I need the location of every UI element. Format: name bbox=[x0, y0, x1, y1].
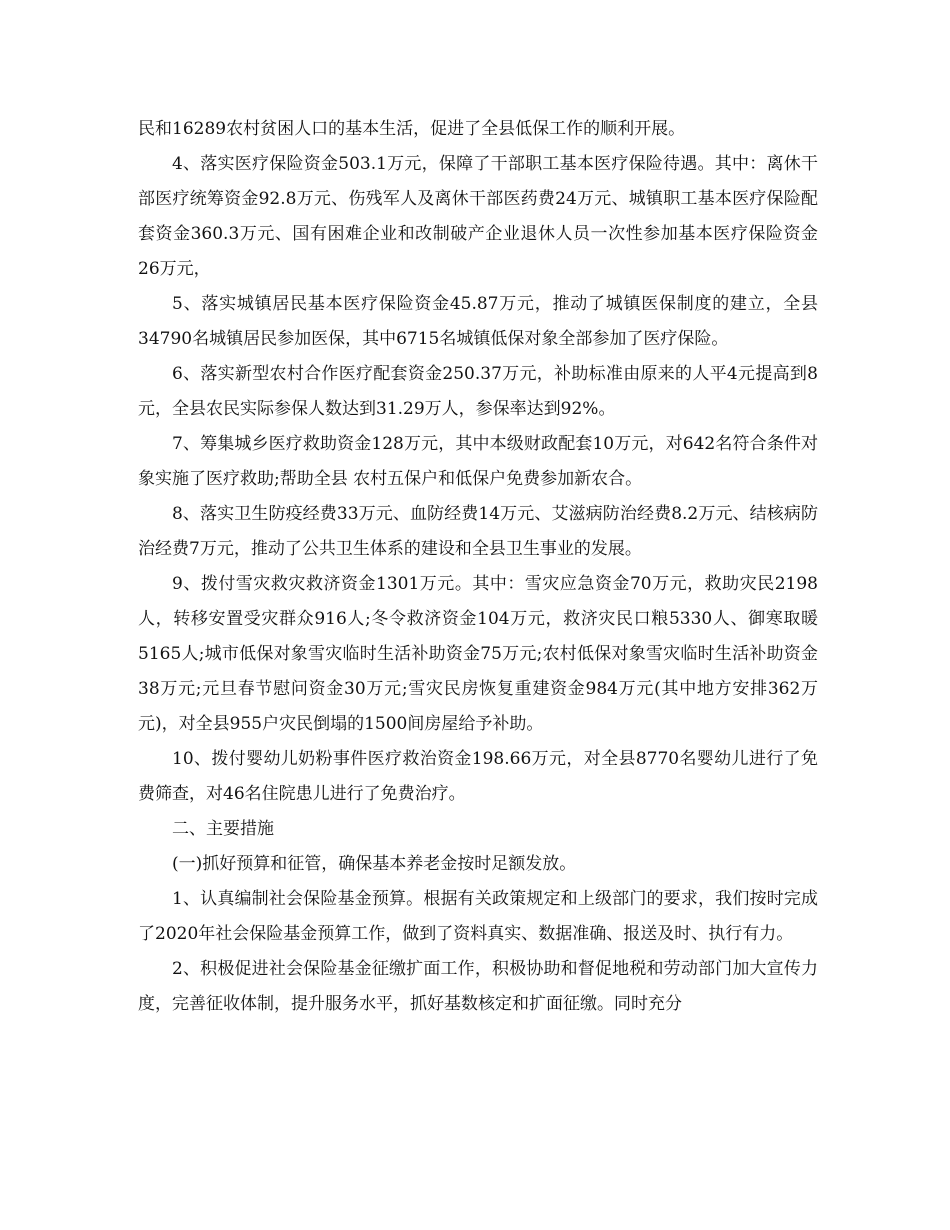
paragraph-7: 9、拨付雪灾救灾救济资金1301万元。其中：雪灾应急资金70万元，救助灾民2198人，转移安置受灾群众916人;冬令救济资金104万元，救济灾民口粮5330人、御寒取暖5165人;城市低保对象雪灾临时生活补助资金75万元;农村低保对象雪灾临时生活补助资金38万元;元旦春节慰问资金30万元;雪灾民房恢复重建资金984万元(其中地方安排362万元)，对全县955户灾民倒塌的1500间房屋给予补助。 bbox=[138, 574, 818, 734]
paragraph-2: 4、落实医疗保险资金503.1万元，保障了干部职工基本医疗保险待遇。其中：离休干部医疗统筹资金92.8万元、伤残军人及离休干部医药费24万元、城镇职工基本医疗保险配套资金360.3万元、国有困难企业和改制破产企业退休人员一次性参加基本医疗保险资金26万元， bbox=[138, 154, 818, 279]
paragraph-1: 民和16289农村贫困人口的基本生活，促进了全县低保工作的顺利开展。 bbox=[138, 119, 686, 139]
subsection-heading: (一)抓好预算和征管，确保基本养老金按时足额发放。 bbox=[172, 854, 577, 874]
document-body bbox=[138, 112, 818, 1022]
paragraph-3: 5、落实城镇居民基本医疗保险资金45.87万元，推动了城镇医保制度的建立，全县34790名城镇居民参加医保，其中6715名城镇低保对象全部参加了医疗保险。 bbox=[138, 294, 818, 349]
paragraph-4: 6、落实新型农村合作医疗配套资金250.37万元，补助标准由原来的人平4元提高到8元，全县农民实际参保人数达到31.29万人，参保率达到92%。 bbox=[138, 364, 818, 419]
paragraph-6: 8、落实卫生防疫经费33万元、血防经费14万元、艾滋病防治经费8.2万元、结核病防治经费7万元，推动了公共卫生体系的建设和全县卫生事业的发展。 bbox=[138, 504, 818, 559]
paragraph-5: 7、筹集城乡医疗救助资金128万元，其中本级财政配套10万元，对642名符合条件对象实施了医疗救助;帮助全县 农村五保户和低保户免费参加新农合。 bbox=[138, 434, 818, 489]
paragraph-12: 2、积极促进社会保险基金征缴扩面工作，积极协助和督促地税和劳动部门加大宣传力度，完善征收体制，提升服务水平，抓好基数核定和扩面征缴。同时充分 bbox=[138, 959, 818, 1014]
paragraph-11: 1、认真编制社会保险基金预算。根据有关政策规定和上级部门的要求，我们按时完成了2020年社会保险基金预算工作，做到了资料真实、数据准确、报送及时、执行有力。 bbox=[138, 889, 818, 944]
paragraph-8: 10、拨付婴幼儿奶粉事件医疗救治资金198.66万元，对全县8770名婴幼儿进行了免费筛查，对46名住院患儿进行了免费治疗。 bbox=[138, 749, 818, 804]
section-heading: 二、主要措施 bbox=[172, 819, 274, 839]
